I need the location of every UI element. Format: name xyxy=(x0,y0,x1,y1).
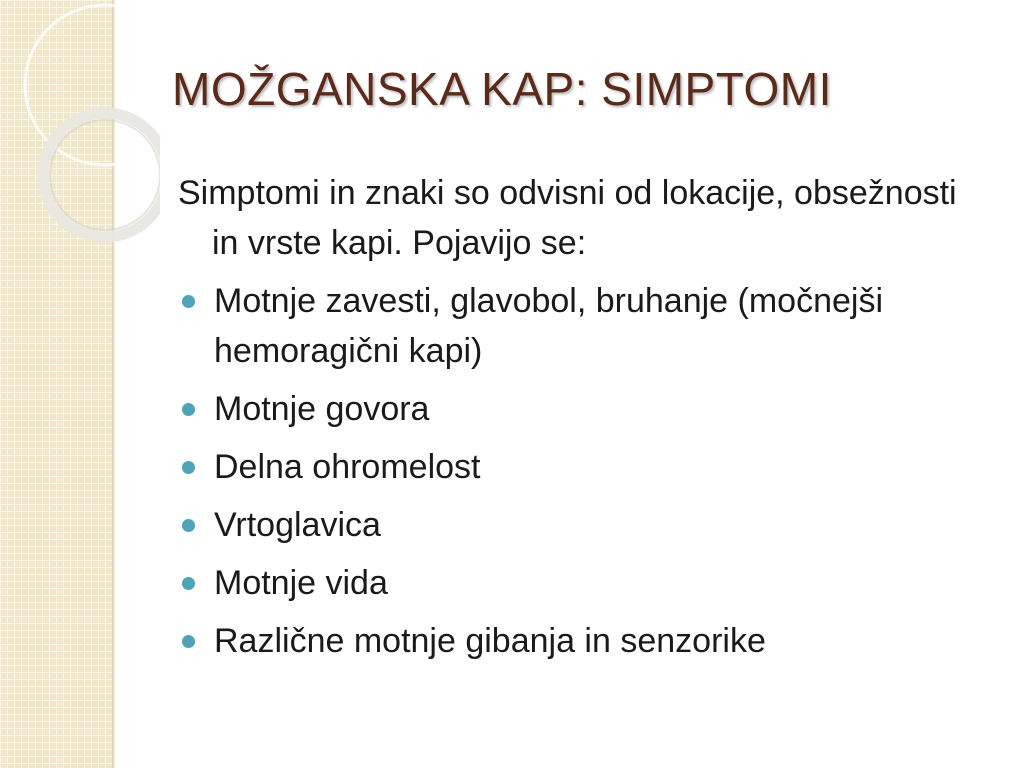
list-item-text: Motnje vida xyxy=(214,564,388,602)
slide-title: MOŽGANSKA KAP: SIMPTOMI xyxy=(172,63,832,115)
slide-body xyxy=(178,168,978,674)
list-item xyxy=(178,500,978,550)
list-item-text: Motnje govora xyxy=(214,390,430,428)
list-item xyxy=(178,442,978,492)
bullet-dot-icon xyxy=(182,577,195,590)
intro-text: Simptomi in znaki so odvisni od lokacije, obsežnosti in vrste kapi. Pojavijo se: xyxy=(178,174,957,262)
bullet-dot-icon xyxy=(182,519,195,532)
bullet-dot-icon xyxy=(182,295,195,308)
list-item-text: Vrtoglavica xyxy=(214,506,381,544)
list-item-text: Delna ohromelost xyxy=(214,448,481,486)
list-item xyxy=(178,276,978,376)
ring-large xyxy=(25,5,160,165)
ring-decoration xyxy=(0,0,160,260)
list-item-text: Različne motnje gibanja in senzorike xyxy=(214,622,766,660)
bullet-dot-icon xyxy=(182,461,195,474)
list-item-text: Motnje zavesti, glavobol, bruhanje (močnejši hemoragični kapi) xyxy=(214,282,884,370)
ring-medium-inner xyxy=(50,120,160,230)
bullet-dot-icon xyxy=(182,635,195,648)
bullet-dot-icon xyxy=(182,403,195,416)
ring-medium xyxy=(43,113,160,237)
symptom-list xyxy=(178,276,978,666)
list-item xyxy=(178,616,978,666)
list-item xyxy=(178,558,978,608)
list-item xyxy=(178,384,978,434)
